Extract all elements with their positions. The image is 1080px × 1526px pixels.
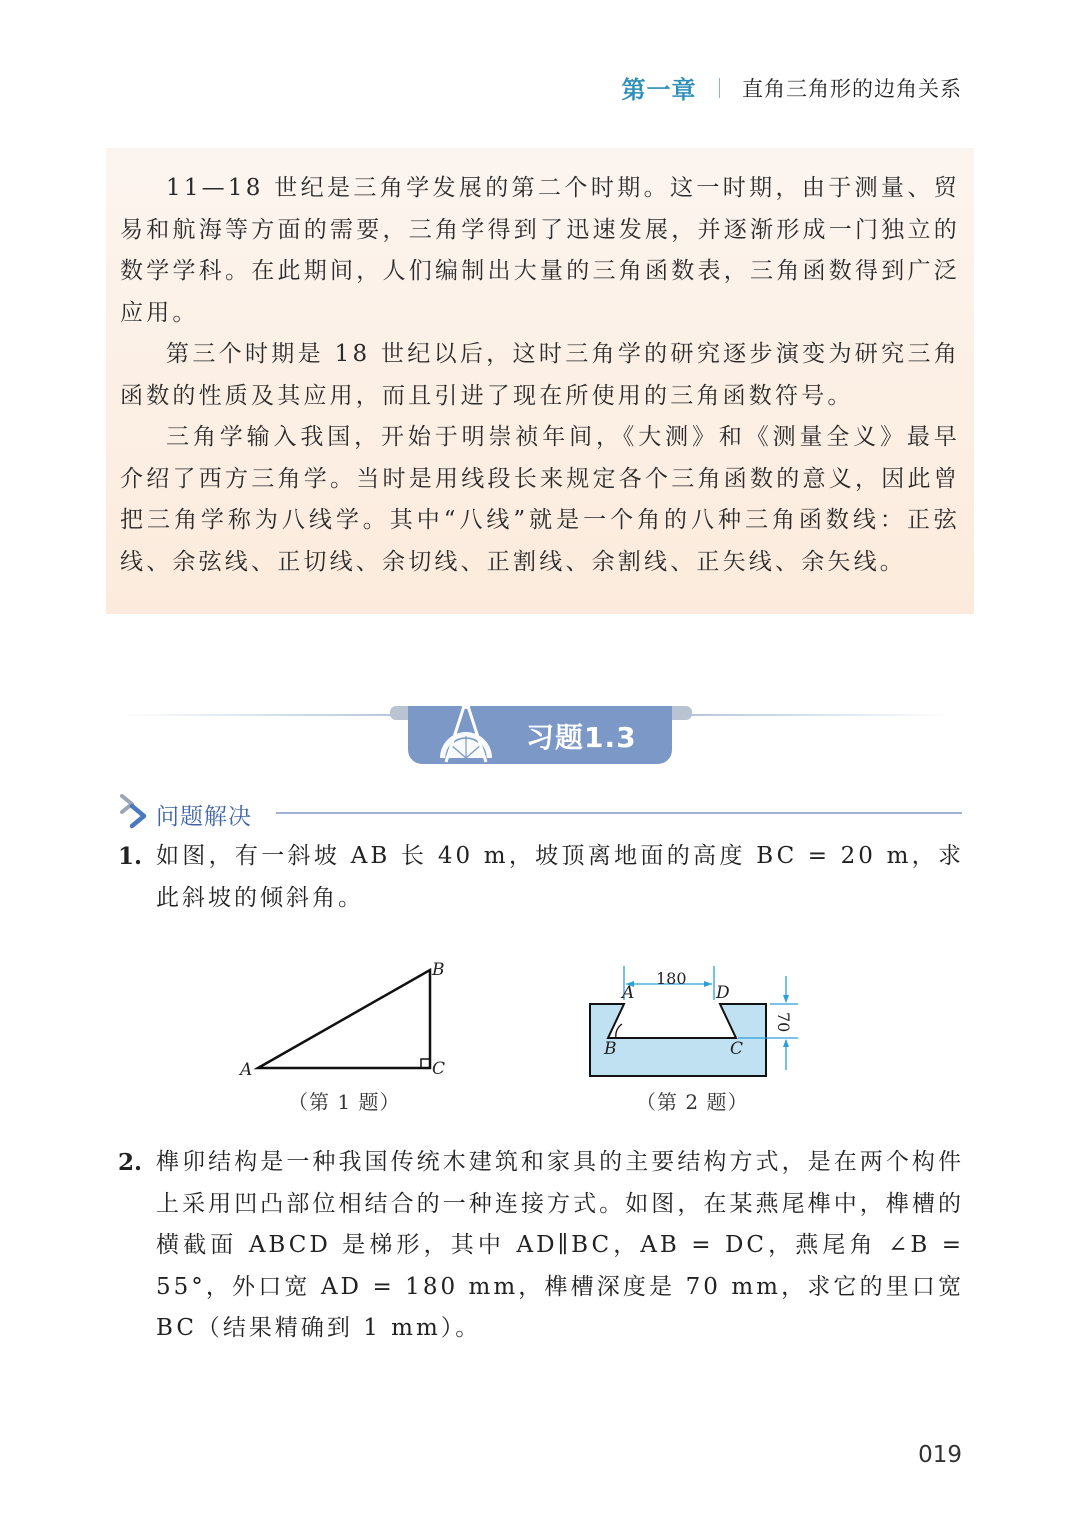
- figure-2: [580, 962, 810, 1118]
- banner-line-left: [118, 714, 398, 716]
- problem-2: [118, 1142, 964, 1350]
- dim-arrow-down: [783, 995, 789, 1003]
- fig2-label-b: B: [604, 1039, 617, 1059]
- dim-arrow-up: [783, 1039, 789, 1047]
- dim-arrow-right: [704, 981, 712, 987]
- exercise-title: 习题1.3: [526, 721, 637, 754]
- problem-2-number: 2.: [118, 1149, 143, 1176]
- reading-paragraph-3: 三角学输入我国，开始于明崇祯年间，《大测》和《测量全义》最早介绍了西方三角学。当时是用线段长来规定各个三角函数的意义，因此曾把三角学称为八线学。其中“八线”就是一个角的八种三角函数线：正弦线、余弦线、正切线、余切线、正割线、余割线、正矢线、余矢线。: [120, 424, 960, 575]
- problem-1: [118, 836, 964, 919]
- section-heading: [118, 790, 962, 830]
- chapter-title: 直角三角形的边角关系: [742, 76, 962, 101]
- section-title: 问题解决: [156, 804, 252, 830]
- compass-protractor-icon: [434, 678, 506, 766]
- reading-paragraph-1: 11—18 世纪是三角学发展的第二个时期。这一时期，由于测量、贸易和航海等方面的需要，三角学得到了迅速发展，并逐渐形成一门独立的数学学科。在此期间，人们编制出大量的三角函数表，三角函数得到广泛应用。: [120, 175, 960, 326]
- chevron-right-icon: [118, 792, 154, 832]
- fig2-depth-value: 70: [774, 1012, 793, 1033]
- figure-1-diagram: [230, 956, 460, 1086]
- running-header: [622, 70, 963, 105]
- fig2-label-a: A: [622, 983, 635, 1003]
- right-angle-mark: [421, 1059, 430, 1068]
- problem-1-number: 1.: [118, 843, 143, 870]
- banner-line-right: [690, 714, 952, 716]
- reading-paragraph-2: 第三个时期是 18 世纪以后，这时三角学的研究逐步演变为研究三角函数的性质及其应用，而且引进了现在所使用的三角函数符号。: [120, 341, 960, 409]
- fig2-label-d: D: [716, 983, 730, 1003]
- figure-2-caption: （第 2 题）: [636, 1090, 749, 1114]
- page-number: 019: [918, 1442, 962, 1468]
- header-divider: [719, 78, 721, 98]
- fig1-label-b: B: [432, 960, 445, 980]
- chapter-label: 第一章: [621, 76, 697, 104]
- problem-1-text: 如图，有一斜坡 AB 长 40 m，坡顶离地面的高度 BC = 20 m，求此斜坡的倾斜角。: [156, 843, 964, 911]
- slope-triangle: [258, 970, 430, 1068]
- problem-2-text: 榫卯结构是一种我国传统木建筑和家具的主要结构方式，是在两个构件上采用凹凸部位相结合的一种连接方式。如图，在某燕尾榫中，榫槽的横截面 ABCD 是梯形，其中 AD∥BC，AB = DC，燕尾角 ∠B = 55°，外口宽 AD = 180 mm，榫槽深度是 70 mm，求它的里口宽 BC（结果精确到 1 mm）。: [156, 1149, 965, 1341]
- section-rule: [276, 812, 962, 814]
- fig1-label-a: A: [240, 1060, 253, 1080]
- fig2-width-value: 180: [656, 969, 687, 988]
- figure-2-diagram: [580, 962, 810, 1082]
- reading-box: [106, 148, 974, 614]
- angle-b-arc: [616, 1024, 622, 1038]
- exercise-banner: [0, 672, 1080, 772]
- fig1-label-c: C: [432, 1059, 446, 1079]
- figure-1-caption: （第 1 题）: [288, 1090, 401, 1114]
- figure-1: [230, 956, 460, 1116]
- fig2-label-c: C: [730, 1039, 744, 1059]
